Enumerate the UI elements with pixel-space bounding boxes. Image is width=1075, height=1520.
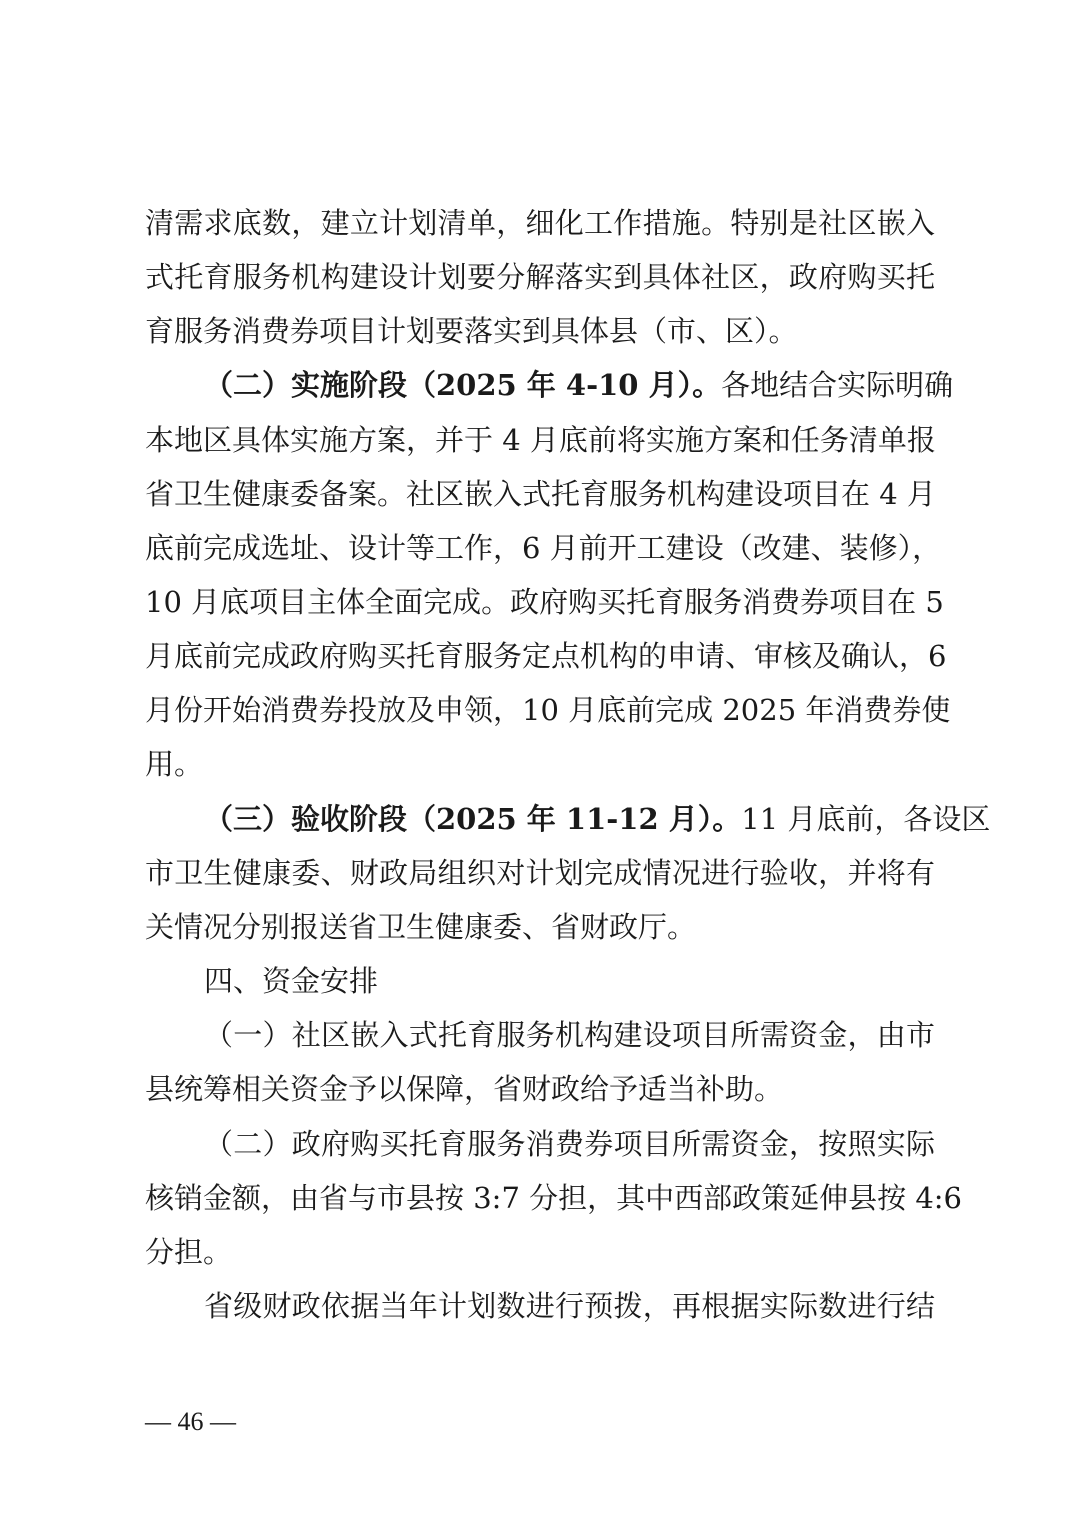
body-line: 式托育服务机构建设计划要分解落实到具体社区，政府购买托 <box>145 260 935 294</box>
body-line: 清需求底数，建立计划清单，细化工作措施。特别是社区嵌入 <box>145 206 935 240</box>
body-line: 省卫生健康委备案。社区嵌入式托育服务机构建设项目在 4 月 <box>145 477 936 511</box>
body-line: 省级财政依据当年计划数进行预拨，再根据实际数进行结 <box>204 1289 935 1323</box>
body-line: 县统筹相关资金予以保障，省财政给予适当补助。 <box>145 1072 784 1106</box>
body-line: 月份开始消费券投放及申领，10 月底前完成 2025 年消费券使 <box>145 693 951 727</box>
bold-heading: （三）验收阶段（2025 年 11-12 月）。 <box>204 802 742 836</box>
section-heading-implementation: （二）实施阶段（2025 年 4-10 月）。各地结合实际明确 <box>204 368 954 402</box>
body-line: 育服务消费券项目计划要落实到具体县（市、区）。 <box>145 314 798 348</box>
body-line: 关情况分别报送省卫生健康委、省财政厅。 <box>145 910 697 944</box>
body-line: （二）政府购买托育服务消费券项目所需资金，按照实际 <box>204 1127 935 1161</box>
section-heading-acceptance: （三）验收阶段（2025 年 11-12 月）。11 月底前，各设区 <box>204 802 991 836</box>
body-line: 分担。 <box>145 1235 233 1269</box>
section-title-funding: 四、资金安排 <box>204 964 379 998</box>
bold-heading: （二）实施阶段（2025 年 4-10 月）。 <box>204 368 722 402</box>
body-line: 底前完成选址、设计等工作，6 月前开工建设（改建、装修）， <box>145 531 942 565</box>
body-line: 本地区具体实施方案，并于 4 月底前将实施方案和任务清单报 <box>145 423 936 457</box>
body-line: （一）社区嵌入式托育服务机构建设项目所需资金，由市 <box>204 1018 935 1052</box>
page-number: — 46 — <box>145 1407 236 1436</box>
body-line: 10 月底项目主体全面完成。政府购买托育服务消费券项目在 5 <box>145 585 944 619</box>
body-line: 核销金额，由省与市县按 3:7 分担，其中西部政策延伸县按 4:6 <box>145 1181 962 1215</box>
body-line: 用。 <box>145 747 204 781</box>
body-line: 月底前完成政府购买托育服务定点机构的申请、审核及确认，6 <box>145 639 947 673</box>
body-line: 市卫生健康委、财政局组织对计划完成情况进行验收，并将有 <box>145 856 935 890</box>
